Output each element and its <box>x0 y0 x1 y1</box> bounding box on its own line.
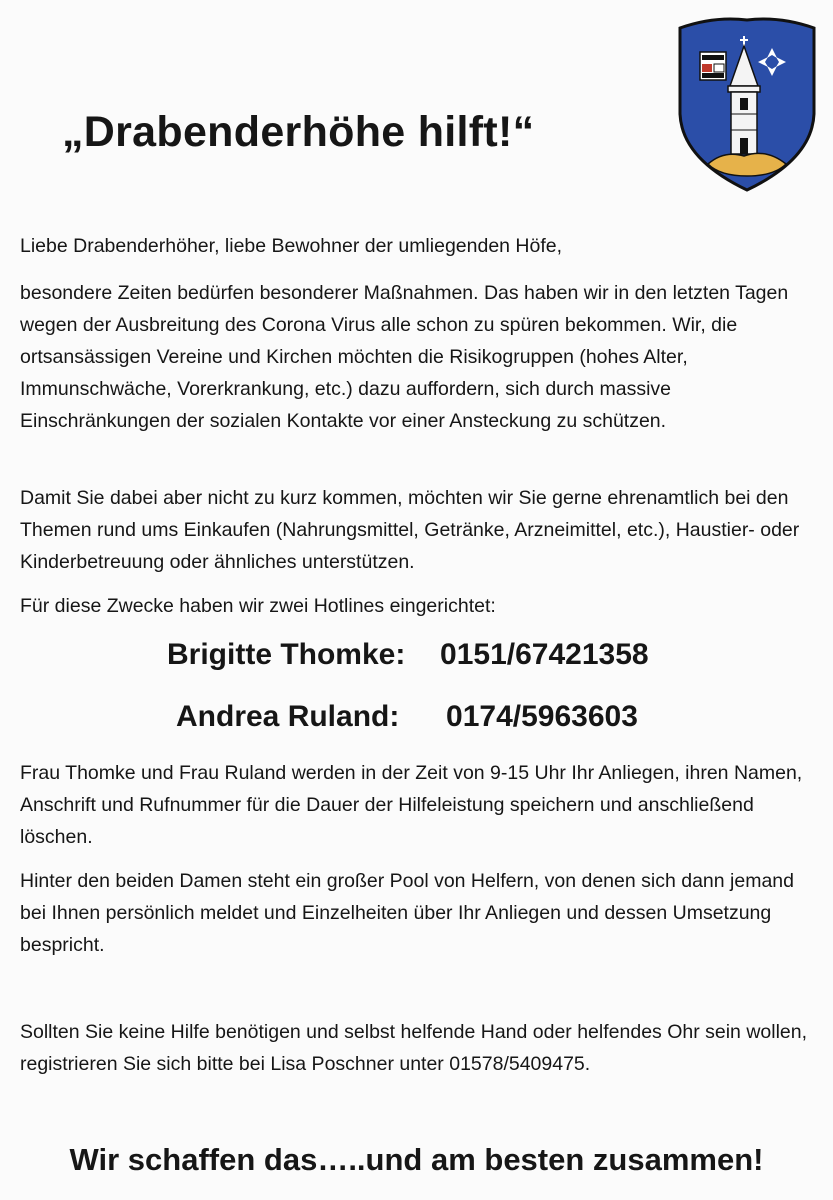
hotline-ruland <box>176 700 638 734</box>
paragraph-support: Damit Sie dabei aber nicht zu kurz kommen, möchten wir Sie gerne ehrenamtlich bei den Themen rund ums Einkaufen (Nahrungsmittel, Getränke, Arzneimittel, etc.), Haustier- oder Kinderbetreuung oder ähnliches unterstützen. <box>20 487 800 573</box>
hotline-number: 0174/5963603 <box>446 700 638 733</box>
hotline-thomke <box>167 638 649 672</box>
paragraph-helpers: Hinter den beiden Damen steht ein großer Pool von Helfern, von denen sich dann jemand bei Ihnen persönlich meldet und Einzelheiten über Ihr Anliegen und dessen Umsetzung bespricht. <box>20 870 794 956</box>
paragraph-volunteer: Sollten Sie keine Hilfe benötigen und selbst helfende Hand oder helfendes Ohr sein wollen, registrieren Sie sich bitte bei Lisa Poschner unter 01578/5409475. <box>20 1021 808 1075</box>
page-title: „Drabenderhöhe hilft!“ <box>62 108 535 156</box>
paragraph-data-handling: Frau Thomke und Frau Ruland werden in der Zeit von 9-15 Uhr Ihr Anliegen, ihren Namen, Anschrift und Rufnummer für die Dauer der Hilfeleistung speichern und anschließend löschen. <box>20 762 803 848</box>
greeting: Liebe Drabenderhöher, liebe Bewohner der umliegenden Höfe, <box>20 235 563 257</box>
hotline-name: Brigitte Thomke: <box>167 638 406 671</box>
paragraph-intro: besondere Zeiten bedürfen besonderer Maßnahmen. Das haben wir in den letzten Tagen wegen der Ausbreitung des Corona Virus alle schon zu spüren bekommen. Wir, die ortsansässigen Vereine und Kirchen möchten die Risikogruppen (hohes Alter, Immunschwäche, Vorerkrankung, etc.) dazu auffordern, sich durch massive Einschränkungen der sozialen Kontakte vor einer Ansteckung zu schützen. <box>20 282 789 432</box>
hotline-name: Andrea Ruland: <box>176 700 400 733</box>
coat-of-arms-icon <box>674 14 820 194</box>
closing-slogan: Wir schaffen das…..und am besten zusammen! <box>69 1142 764 1177</box>
hotline-number: 0151/67421358 <box>440 638 649 671</box>
paragraph-hotlines-intro: Für diese Zwecke haben wir zwei Hotlines eingerichtet: <box>20 595 496 617</box>
